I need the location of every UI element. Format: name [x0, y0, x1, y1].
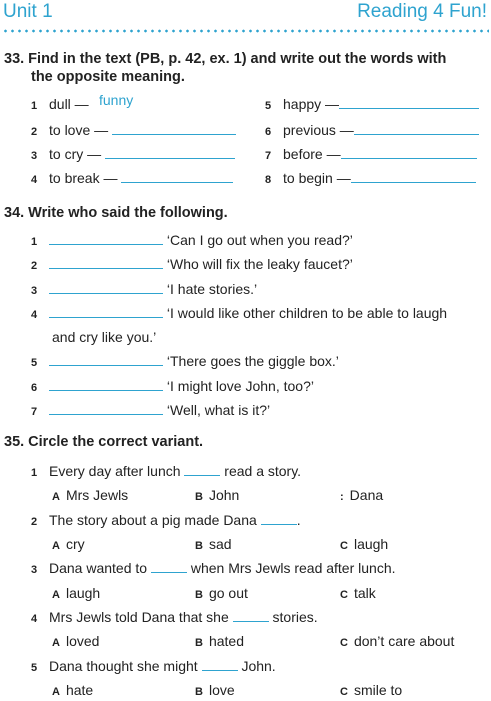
ex33-title-line1: 33. Find in the text (PB, p. 42, ex. 1) and write out the words with — [4, 51, 447, 67]
answer-blank[interactable] — [351, 170, 476, 183]
ex35-question-2: 2 The story about a pig made Dana . — [31, 512, 301, 528]
ex35-q1-option-b[interactable]: B John — [195, 487, 240, 503]
answer-blank[interactable] — [151, 560, 187, 573]
ex33-item-2: 2 to love — — [31, 121, 236, 141]
ex34-item-6: 6 ‘I might love John, too?’ — [31, 378, 314, 394]
ex35-q2-option-b[interactable]: B sad — [195, 536, 232, 552]
answer-blank[interactable] — [233, 609, 269, 622]
ex35-q3-option-b[interactable]: B go out — [195, 585, 248, 601]
ex34-item-4-cont: and cry like you.’ — [52, 329, 157, 345]
ex35-question-4: 4 Mrs Jewls told Dana that she stories. — [31, 609, 318, 625]
ex34-item-4: 4 ‘I would like other children to be able to laugh — [31, 305, 448, 321]
ex35-q4-option-c[interactable]: C don’t care about — [340, 633, 455, 649]
ex35-question-5: 5 Dana thought she might John. — [31, 658, 276, 674]
ex33-title-line2: the opposite meaning. — [31, 69, 185, 85]
answer-blank[interactable] — [341, 146, 477, 159]
answer-blank[interactable] — [49, 353, 163, 366]
ex34-item-1: 1 ‘Can I go out when you read?’ — [31, 232, 353, 248]
answer-blank[interactable] — [261, 512, 297, 525]
answer-blank[interactable] — [354, 122, 479, 135]
ex35-q3-option-a[interactable]: A laugh — [52, 585, 101, 601]
ex34-item-2: 2 ‘Who will fix the leaky faucet?’ — [31, 256, 353, 272]
answer-blank[interactable] — [49, 305, 163, 318]
ex33-item-5: 5 happy — — [265, 95, 479, 115]
ex34-title: 34. Write who said the following. — [4, 205, 228, 221]
ex35-q1-option-a[interactable]: A Mrs Jewls — [52, 487, 129, 503]
ex33-answer-1: funny — [99, 92, 134, 108]
ex34-item-7: 7 ‘Well, what is it?’ — [31, 402, 271, 418]
ex33-item-7: 7 before — — [265, 145, 477, 165]
ex35-q1-option-c[interactable]: : Dana — [340, 487, 384, 503]
ex35-question-3: 3 Dana wanted to when Mrs Jewls read after lunch. — [31, 560, 396, 576]
ex34-item-5: 5 ‘There goes the giggle box.’ — [31, 353, 339, 369]
answer-blank[interactable] — [49, 402, 163, 415]
dotted-divider — [2, 29, 489, 33]
ex35-q2-option-a[interactable]: A cry — [52, 536, 85, 552]
answer-blank[interactable] — [202, 658, 238, 671]
ex33-item-4: 4 to break — — [31, 169, 233, 189]
unit-label: Unit 1 — [3, 1, 53, 22]
ex35-q5-option-a[interactable]: A hate — [52, 682, 94, 698]
ex35-question-1: 1 Every day after lunch read a story. — [31, 463, 302, 479]
answer-blank[interactable] — [49, 232, 163, 245]
ex35-q4-option-b[interactable]: B hated — [195, 633, 244, 649]
ex33-item-3: 3 to cry — — [31, 145, 235, 165]
ex33-item-1: 1 dull — — [31, 96, 89, 112]
ex34-item-3: 3 ‘I hate stories.’ — [31, 281, 258, 297]
ex35-q3-option-c[interactable]: C talk — [340, 585, 376, 601]
ex35-title: 35. Circle the correct variant. — [4, 434, 204, 450]
ex35-q5-option-c[interactable]: C smile to — [340, 682, 403, 698]
ex33-item-6: 6 previous — — [265, 121, 479, 141]
answer-blank[interactable] — [121, 170, 233, 183]
ex35-q5-option-b[interactable]: B love — [195, 682, 235, 698]
answer-blank[interactable] — [184, 463, 220, 476]
ex35-q2-option-c[interactable]: C laugh — [340, 536, 389, 552]
answer-blank[interactable] — [49, 256, 163, 269]
answer-blank[interactable] — [339, 96, 479, 109]
section-title: Reading 4 Fun! — [357, 1, 487, 22]
answer-blank[interactable] — [112, 122, 236, 135]
page-header — [0, 0, 491, 28]
answer-blank[interactable] — [49, 378, 163, 391]
ex35-q4-option-a[interactable]: A loved — [52, 633, 100, 649]
answer-blank[interactable] — [49, 281, 163, 294]
answer-blank[interactable] — [105, 146, 235, 159]
ex33-item-8: 8 to begin — — [265, 169, 476, 189]
